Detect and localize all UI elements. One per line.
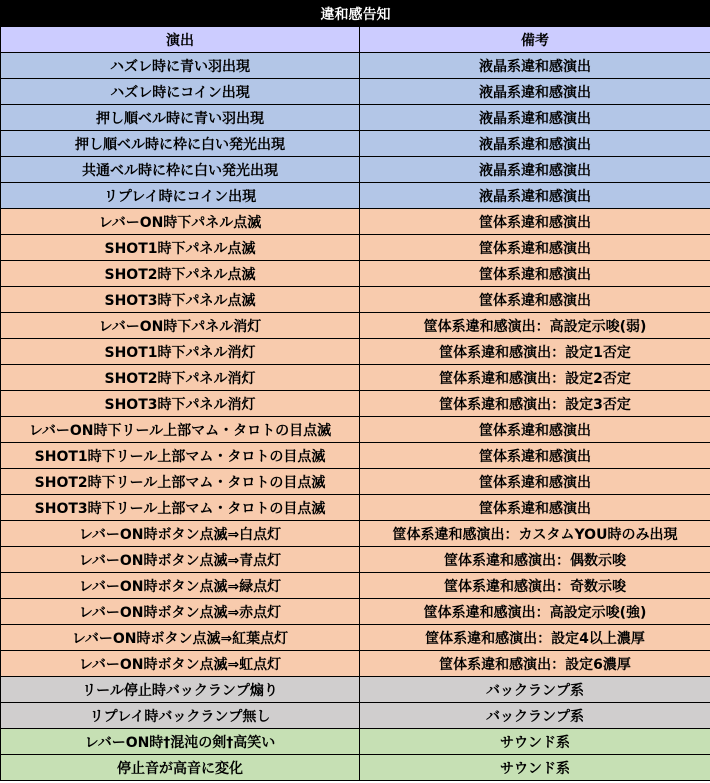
table-row xyxy=(1,209,710,235)
effect-cell: レバーON時ボタン点滅⇒緑点灯 xyxy=(1,573,360,599)
note-cell: 筐体系違和感演出 xyxy=(360,443,710,469)
column-header-effect: 演出 xyxy=(1,27,360,53)
effect-cell: レバーON時†混沌の剣†高笑い xyxy=(1,729,360,755)
note-cell: 筐体系違和感演出：設定1否定 xyxy=(360,339,710,365)
effect-cell: SHOT3時下パネル消灯 xyxy=(1,391,360,417)
effect-cell: SHOT3時下リール上部マム・タロトの目点滅 xyxy=(1,495,360,521)
effect-cell: レバーON時下パネル点滅 xyxy=(1,209,360,235)
table-row xyxy=(1,625,710,651)
table-row xyxy=(1,573,710,599)
table-row xyxy=(1,495,710,521)
effect-cell: SHOT2時下パネル消灯 xyxy=(1,365,360,391)
effect-cell: リプレイ時バックランプ無し xyxy=(1,703,360,729)
table-row xyxy=(1,313,710,339)
note-cell: バックランプ系 xyxy=(360,703,710,729)
effect-cell: 押し順ベル時に枠に白い発光出現 xyxy=(1,131,360,157)
effect-cell: レバーON時下リール上部マム・タロトの目点滅 xyxy=(1,417,360,443)
note-cell: 筐体系違和感演出 xyxy=(360,209,710,235)
effect-cell: SHOT1時下パネル点滅 xyxy=(1,235,360,261)
note-cell: 液晶系違和感演出 xyxy=(360,157,710,183)
effect-cell: SHOT2時下リール上部マム・タロトの目点滅 xyxy=(1,469,360,495)
table-row xyxy=(1,287,710,313)
table-row xyxy=(1,703,710,729)
note-cell: 筐体系違和感演出：カスタムYOU時のみ出現 xyxy=(360,521,710,547)
effect-cell: SHOT1時下パネル消灯 xyxy=(1,339,360,365)
note-cell: 筐体系違和感演出：設定3否定 xyxy=(360,391,710,417)
effect-cell: 停止音が高音に変化 xyxy=(1,755,360,781)
table-row xyxy=(1,131,710,157)
note-cell: サウンド系 xyxy=(360,755,710,781)
table-row xyxy=(1,469,710,495)
note-cell: サウンド系 xyxy=(360,729,710,755)
table-row xyxy=(1,183,710,209)
table-title: 違和感告知 xyxy=(1,1,710,27)
effect-cell: 押し順ベル時に青い羽出現 xyxy=(1,105,360,131)
note-cell: 筐体系違和感演出：高設定示唆(弱) xyxy=(360,313,710,339)
note-cell: 液晶系違和感演出 xyxy=(360,131,710,157)
effect-cell: SHOT1時下リール上部マム・タロトの目点滅 xyxy=(1,443,360,469)
table-row xyxy=(1,157,710,183)
note-cell: 筐体系違和感演出：偶数示唆 xyxy=(360,547,710,573)
note-cell: バックランプ系 xyxy=(360,677,710,703)
note-cell: 筐体系違和感演出：奇数示唆 xyxy=(360,573,710,599)
note-cell: 液晶系違和感演出 xyxy=(360,53,710,79)
table-row xyxy=(1,235,710,261)
note-cell: 筐体系違和感演出：設定4以上濃厚 xyxy=(360,625,710,651)
effect-cell: 共通ベル時に枠に白い発光出現 xyxy=(1,157,360,183)
table-row xyxy=(1,417,710,443)
effect-cell: レバーON時ボタン点滅⇒白点灯 xyxy=(1,521,360,547)
table-row xyxy=(1,755,710,781)
effect-cell: ハズレ時にコイン出現 xyxy=(1,79,360,105)
note-cell: 筐体系違和感演出 xyxy=(360,495,710,521)
table-row xyxy=(1,547,710,573)
table-row xyxy=(1,651,710,677)
note-cell: 筐体系違和感演出 xyxy=(360,235,710,261)
note-cell: 筐体系違和感演出 xyxy=(360,287,710,313)
note-cell: 液晶系違和感演出 xyxy=(360,105,710,131)
effect-cell: レバーON時ボタン点滅⇒青点灯 xyxy=(1,547,360,573)
header-row xyxy=(1,27,710,53)
effect-cell: レバーON時ボタン点滅⇒赤点灯 xyxy=(1,599,360,625)
table-row xyxy=(1,365,710,391)
effect-cell: レバーON時下パネル消灯 xyxy=(1,313,360,339)
effect-cell: レバーON時ボタン点滅⇒紅葉点灯 xyxy=(1,625,360,651)
note-cell: 筐体系違和感演出：設定2否定 xyxy=(360,365,710,391)
note-cell: 液晶系違和感演出 xyxy=(360,79,710,105)
effect-cell: SHOT3時下パネル点滅 xyxy=(1,287,360,313)
effect-cell: レバーON時ボタン点滅⇒虹点灯 xyxy=(1,651,360,677)
note-cell: 筐体系違和感演出 xyxy=(360,261,710,287)
table-row xyxy=(1,677,710,703)
table-body xyxy=(1,53,710,781)
title-row xyxy=(1,1,710,27)
table-row xyxy=(1,105,710,131)
note-cell: 筐体系違和感演出：高設定示唆(強) xyxy=(360,599,710,625)
table-row xyxy=(1,79,710,105)
effect-cell: リプレイ時にコイン出現 xyxy=(1,183,360,209)
table-row xyxy=(1,261,710,287)
table-row xyxy=(1,391,710,417)
table-row xyxy=(1,729,710,755)
effect-cell: SHOT2時下パネル点滅 xyxy=(1,261,360,287)
effect-cell: ハズレ時に青い羽出現 xyxy=(1,53,360,79)
table-row xyxy=(1,443,710,469)
table-row xyxy=(1,521,710,547)
table-row xyxy=(1,53,710,79)
note-cell: 筐体系違和感演出 xyxy=(360,469,710,495)
table-row xyxy=(1,339,710,365)
table-row xyxy=(1,599,710,625)
column-header-note: 備考 xyxy=(360,27,710,53)
effect-cell: リール停止時バックランプ煽り xyxy=(1,677,360,703)
note-cell: 液晶系違和感演出 xyxy=(360,183,710,209)
note-cell: 筐体系違和感演出 xyxy=(360,417,710,443)
note-cell: 筐体系違和感演出：設定6濃厚 xyxy=(360,651,710,677)
